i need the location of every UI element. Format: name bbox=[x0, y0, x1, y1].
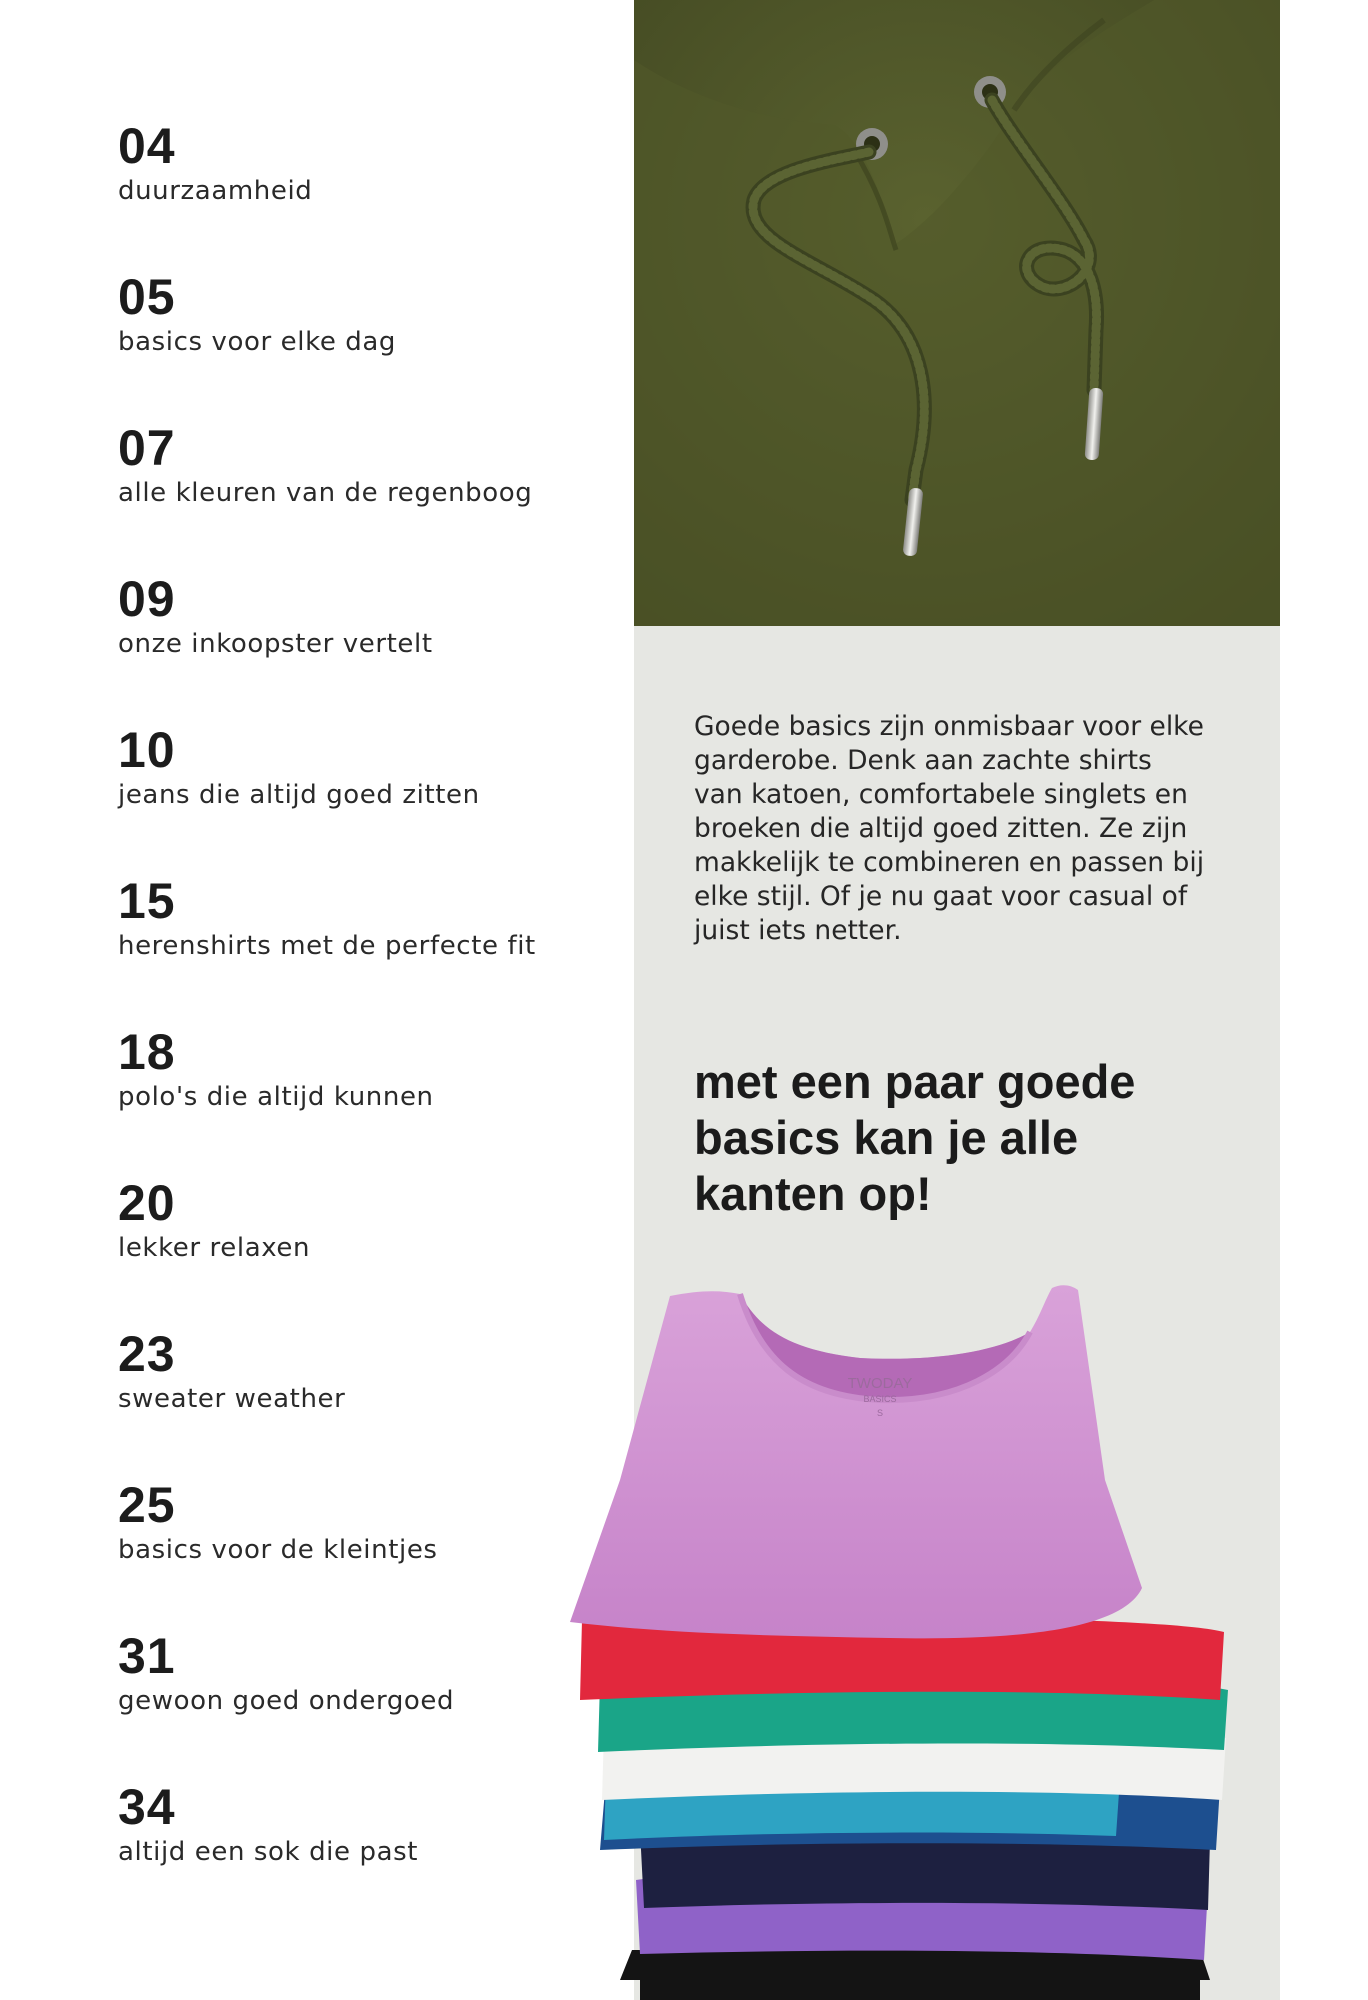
toc-page-number: 09 bbox=[118, 571, 176, 627]
toc-item[interactable] bbox=[118, 1175, 618, 1326]
intro-line: juist iets netter. bbox=[694, 915, 902, 946]
shirt-size-label: S bbox=[876, 1408, 884, 1418]
shirt-brand-label: TWODAY bbox=[847, 1375, 913, 1392]
toc-item[interactable] bbox=[118, 722, 618, 873]
toc-item[interactable] bbox=[118, 1326, 618, 1477]
toc-page-number: 15 bbox=[118, 873, 176, 929]
toc-page-number: 31 bbox=[118, 1628, 176, 1684]
toc-item[interactable] bbox=[118, 1779, 618, 1930]
toc-title: alle kleuren van de regenboog bbox=[118, 478, 533, 508]
toc-title: altijd een sok die past bbox=[118, 1837, 419, 1867]
intro-line: Goede basics zijn onmisbaar voor elke bbox=[694, 711, 1204, 742]
intro-line: elke stijl. Of je nu gaat voor casual of bbox=[694, 881, 1188, 912]
toc-title: lekker relaxen bbox=[118, 1233, 311, 1263]
toc-title: polo's die altijd kunnen bbox=[118, 1082, 434, 1112]
intro-line: makkelijk te combineren en passen bij bbox=[694, 847, 1205, 878]
toc-page-number: 04 bbox=[118, 118, 176, 174]
toc-item[interactable] bbox=[118, 1628, 618, 1779]
intro-text bbox=[694, 710, 1234, 948]
toc-title: jeans die altijd goed zitten bbox=[118, 780, 480, 810]
table-of-contents bbox=[118, 118, 618, 1930]
tagline-heading bbox=[694, 1054, 1234, 1222]
toc-title: basics voor de kleintjes bbox=[118, 1535, 438, 1565]
toc-page-number: 25 bbox=[118, 1477, 176, 1533]
toc-item[interactable] bbox=[118, 873, 618, 1024]
tagline-line: kanten op! bbox=[694, 1167, 932, 1220]
toc-page-number: 18 bbox=[118, 1024, 176, 1080]
toc-title: sweater weather bbox=[118, 1384, 346, 1414]
toc-title: herenshirts met de perfecte fit bbox=[118, 931, 536, 961]
toc-title: onze inkoopster vertelt bbox=[118, 629, 433, 659]
toc-page-number: 23 bbox=[118, 1326, 176, 1382]
toc-item[interactable] bbox=[118, 118, 618, 269]
toc-title: basics voor elke dag bbox=[118, 327, 397, 357]
folded-shirts-photo bbox=[560, 1270, 1320, 2000]
toc-page-number: 07 bbox=[118, 420, 176, 476]
toc-title: duurzaamheid bbox=[118, 176, 313, 206]
intro-line: garderobe. Denk aan zachte shirts bbox=[694, 745, 1152, 776]
toc-item[interactable] bbox=[118, 571, 618, 722]
intro-line: van katoen, comfortabele singlets en bbox=[694, 779, 1188, 810]
toc-item[interactable] bbox=[118, 269, 618, 420]
toc-page-number: 10 bbox=[118, 722, 176, 778]
intro-line: broeken die altijd goed zitten. Ze zijn bbox=[694, 813, 1188, 844]
toc-item[interactable] bbox=[118, 1477, 618, 1628]
tagline-line: met een paar goede bbox=[694, 1055, 1136, 1108]
toc-title: gewoon goed ondergoed bbox=[118, 1686, 455, 1716]
toc-item[interactable] bbox=[118, 1024, 618, 1175]
hoodie-photo bbox=[634, 0, 1280, 626]
toc-page-number: 34 bbox=[118, 1779, 176, 1835]
shirt-sub-label: BASICS bbox=[863, 1394, 897, 1404]
toc-item[interactable] bbox=[118, 420, 618, 571]
tagline-line: basics kan je alle bbox=[694, 1111, 1079, 1164]
toc-page-number: 05 bbox=[118, 269, 176, 325]
shirt-layer-pink bbox=[570, 1285, 1142, 1638]
toc-page-number: 20 bbox=[118, 1175, 176, 1231]
